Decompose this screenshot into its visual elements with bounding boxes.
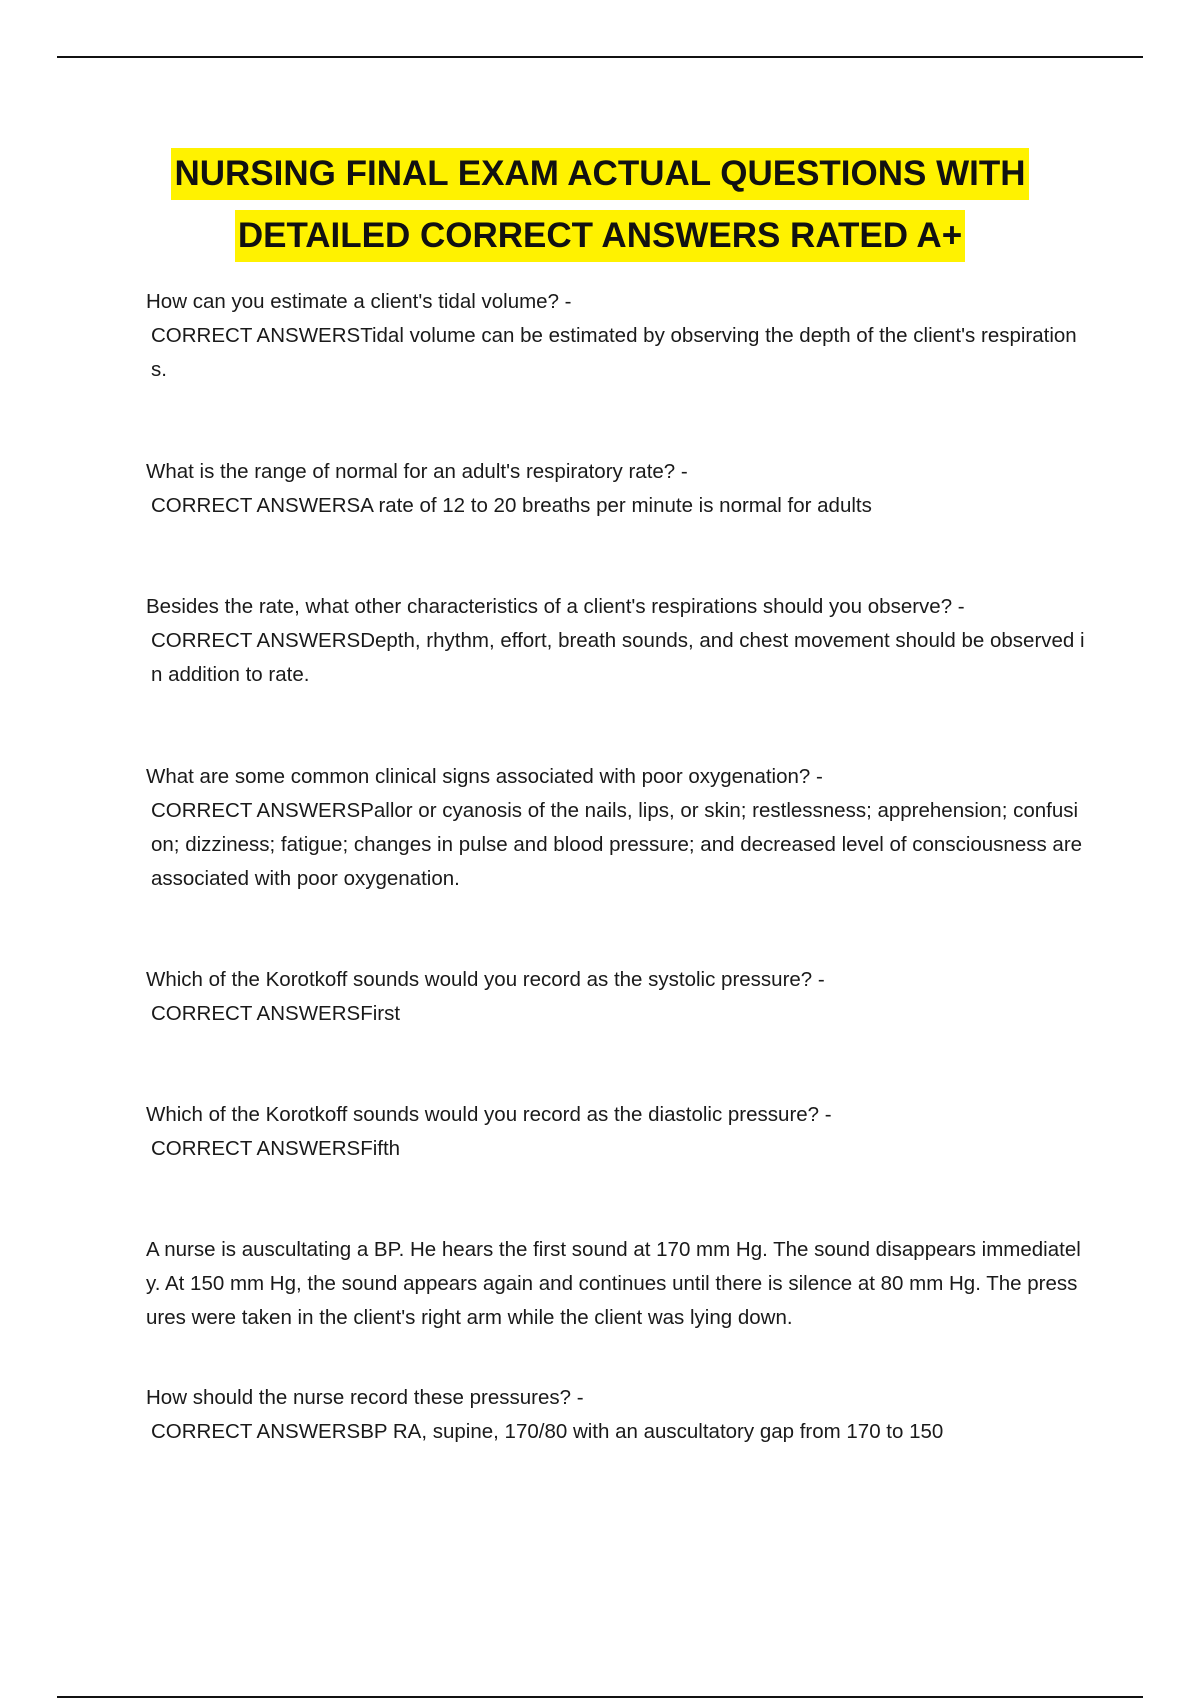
qa-item — [146, 1098, 1086, 1166]
qa-item — [146, 455, 1086, 523]
answer-text: CORRECT ANSWERSDepth, rhythm, effort, breath sounds, and chest movement should be observed in addition to rate. — [151, 629, 1085, 686]
bottom-rule — [57, 1696, 1143, 1698]
answer-text: CORRECT ANSWERSTidal volume can be estimated by observing the depth of the client's respirations. — [151, 324, 1077, 381]
answer-text: CORRECT ANSWERSA rate of 12 to 20 breaths per minute is normal for adults — [151, 494, 872, 517]
question-text: How can you estimate a client's tidal volume? - — [146, 290, 572, 313]
answer-text: CORRECT ANSWERSPallor or cyanosis of the nails, lips, or skin; restlessness; apprehension; confusion; dizziness; fatigue; changes in pulse and blood pressure; and decreased level of consciousness are associated with poor oxygenation. — [151, 799, 1083, 890]
qa-item — [146, 760, 1086, 896]
title-line-2: DETAILED CORRECT ANSWERS RATED A+ — [235, 210, 965, 262]
answer-text: CORRECT ANSWERSFifth — [151, 1137, 401, 1160]
title-line-1: NURSING FINAL EXAM ACTUAL QUESTIONS WITH — [171, 148, 1028, 200]
qa-item — [146, 1233, 1086, 1335]
question-text: A nurse is auscultating a BP. He hears the first sound at 170 mm Hg. The sound disappears immediately. At 150 mm Hg, the sound appears again and continues until there is silence at 80 mm Hg. The pressures were taken in the client's right arm while the client was lying down. — [146, 1238, 1081, 1329]
answer-text: CORRECT ANSWERSBP RA, supine, 170/80 with an auscultatory gap from 170 to 150 — [151, 1420, 944, 1443]
question-text: What is the range of normal for an adult's respiratory rate? - — [146, 460, 688, 483]
question-text: What are some common clinical signs associated with poor oxygenation? - — [146, 765, 823, 788]
document-title — [0, 148, 1200, 262]
qa-item — [146, 1381, 1086, 1449]
question-text: Besides the rate, what other characteristics of a client's respirations should you observe? - — [146, 595, 965, 618]
question-text: Which of the Korotkoff sounds would you record as the systolic pressure? - — [146, 968, 825, 991]
question-text: How should the nurse record these pressures? - — [146, 1386, 584, 1409]
qa-item — [146, 963, 1086, 1031]
qa-item — [146, 590, 1086, 692]
top-rule — [57, 56, 1143, 58]
qa-item — [146, 285, 1086, 387]
question-text: Which of the Korotkoff sounds would you record as the diastolic pressure? - — [146, 1103, 832, 1126]
answer-text: CORRECT ANSWERSFirst — [151, 1002, 401, 1025]
